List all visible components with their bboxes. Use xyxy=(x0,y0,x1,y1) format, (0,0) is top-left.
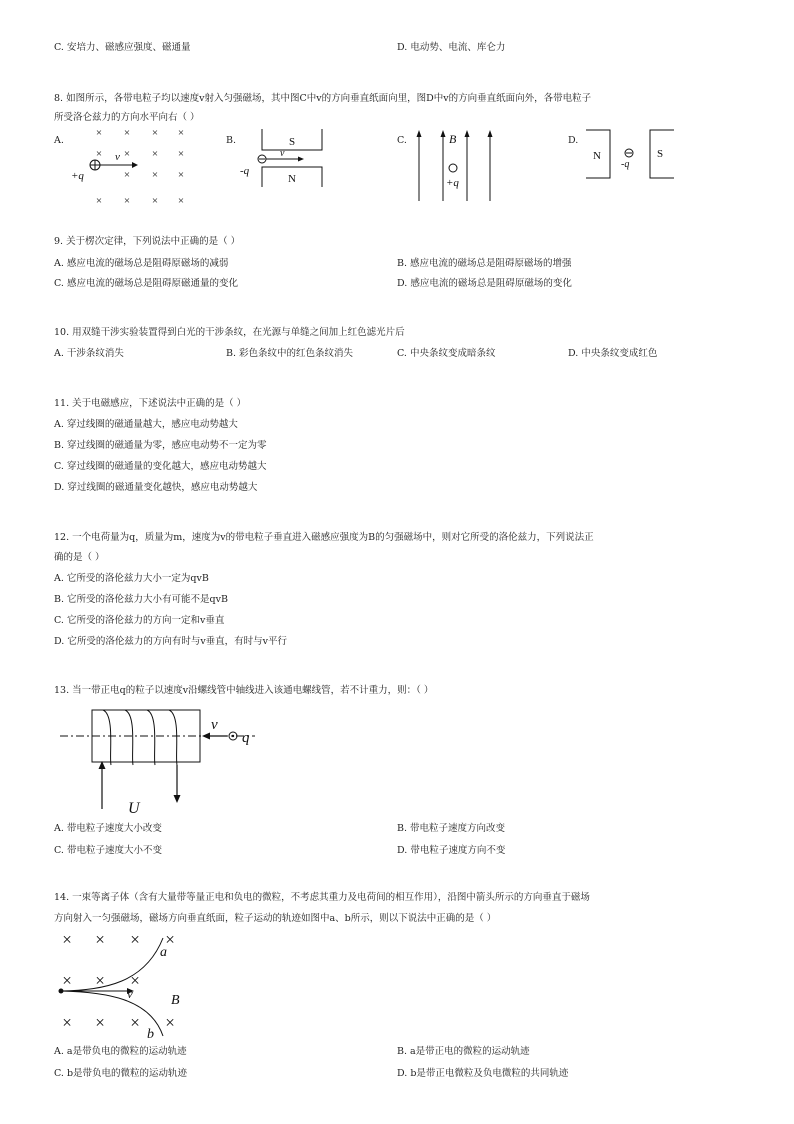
pole-top-label: S xyxy=(288,136,296,148)
field-cross-mark: × xyxy=(95,1013,105,1032)
q8-fig-d-label: D. xyxy=(568,135,579,146)
trajectory-a xyxy=(61,938,163,991)
field-cross-mark: × xyxy=(130,930,140,949)
charge-label: q xyxy=(242,730,250,746)
q13-option-c: C. 带电粒子速度大小不变 xyxy=(54,845,162,856)
coil-turn xyxy=(169,710,177,765)
q10-stem: 10. 用双缝干涉实验装置得到白光的干涉条纹，在光源与单缝之间加上红色滤光片后 xyxy=(54,327,405,338)
charge-label: -q xyxy=(621,159,630,170)
q8-fig-a-label: A. xyxy=(54,135,64,146)
coil-turn xyxy=(103,710,111,765)
field-cross-mark: × xyxy=(95,127,103,139)
q9-option-d: D. 感应电流的磁场总是阻碍原磁场的变化 xyxy=(397,278,572,289)
field-cross-mark: × xyxy=(62,930,72,949)
q14-option-d: D. b是带正电微粒及负电微粒的共同轨迹 xyxy=(397,1068,569,1079)
pole-right-label: S xyxy=(656,148,664,160)
field-cross-mark: × xyxy=(123,127,131,139)
q12-stem-line1: 12. 一个电荷量为q，质量为m，速度为v的带电粒子垂直进入磁感应强度为B的匀强磁场中，则对它所受的洛伦兹力，下列说法正 xyxy=(54,532,594,543)
q8-fig-c-label: C. xyxy=(397,135,407,146)
q12-stem-line2: 确的是（ ） xyxy=(54,552,105,563)
pole-bottom-label: N xyxy=(288,173,296,185)
field-cross-mark: × xyxy=(123,195,131,207)
velocity-label: v xyxy=(127,986,133,1001)
q8-figure-d xyxy=(578,126,688,184)
q11-option-d: D. 穿过线圈的磁通量变化越快，感应电动势越大 xyxy=(54,482,258,493)
velocity-label: v xyxy=(280,148,285,159)
q14-option-c: C. b是带负电的微粒的运动轨迹 xyxy=(54,1068,188,1079)
q11-option-b: B. 穿过线圈的磁通量为零，感应电动势不一定为零 xyxy=(54,440,267,451)
q11-option-c: C. 穿过线圈的磁通量的变化越大，感应电动势越大 xyxy=(54,461,267,472)
velocity-label: v xyxy=(115,151,120,163)
q7-option-c: C. 安培力、磁感应强度、磁通量 xyxy=(54,42,191,53)
field-cross-mark: × xyxy=(151,169,159,181)
field-cross-mark: × xyxy=(151,127,159,139)
pole-left-label: N xyxy=(593,150,601,162)
q10-option-b: B. 彩色条纹中的红色条纹消失 xyxy=(226,348,354,359)
field-cross-mark: × xyxy=(177,148,185,160)
trajectory-b-label: b xyxy=(147,1027,154,1042)
field-cross-mark: × xyxy=(62,971,72,990)
field-cross-mark: × xyxy=(95,930,105,949)
q14-option-a: A. a是带负电的微粒的运动轨迹 xyxy=(54,1046,187,1057)
q13-option-d: D. 带电粒子速度方向不变 xyxy=(397,845,506,856)
field-cross-mark: × xyxy=(177,127,185,139)
field-label: B xyxy=(449,132,457,146)
q11-option-a: A. 穿过线圈的磁通量越大，感应电动势越大 xyxy=(54,419,238,430)
positive-charge-icon xyxy=(449,164,457,172)
field-cross-mark: × xyxy=(130,1013,140,1032)
q12-option-a: A. 它所受的洛伦兹力大小一定为qvB xyxy=(54,573,209,584)
field-cross-mark: × xyxy=(151,148,159,160)
coil-turn xyxy=(125,710,133,765)
field-cross-mark: × xyxy=(123,169,131,181)
q14-stem-line1: 14. 一束等离子体（含有大量带等量正电和负电的微粒，不考虑其重力及电荷间的相互作用），沿图中箭头所示的方向垂直于磁场 xyxy=(54,892,590,903)
q9-option-c: C. 感应电流的磁场总是阻碍原磁通量的变化 xyxy=(54,278,238,289)
q10-option-a: A. 干涉条纹消失 xyxy=(54,348,124,359)
q10-option-d: D. 中央条纹变成红色 xyxy=(568,348,658,359)
field-cross-mark: × xyxy=(95,148,103,160)
velocity-label: v xyxy=(211,717,218,733)
q14-option-b: B. a是带正电的微粒的运动轨迹 xyxy=(397,1046,530,1057)
q8-figure-a xyxy=(60,122,200,212)
q10-option-c: C. 中央条纹变成暗条纹 xyxy=(397,348,496,359)
q12-option-b: B. 它所受的洛伦兹力大小有可能不是qvB xyxy=(54,594,228,605)
field-cross-mark: × xyxy=(95,195,103,207)
q8-figure-c xyxy=(405,125,505,205)
field-label: B xyxy=(171,993,180,1008)
field-cross-mark: × xyxy=(151,195,159,207)
charge-label: +q xyxy=(71,170,84,182)
field-cross-mark: × xyxy=(165,1013,175,1032)
q13-option-b: B. 带电粒子速度方向改变 xyxy=(397,823,506,834)
q12-option-c: C. 它所受的洛伦兹力的方向一定和v垂直 xyxy=(54,615,225,626)
q9-option-b: B. 感应电流的磁场总是阻碍原磁场的增强 xyxy=(397,258,572,269)
q8-stem-line1: 8. 如图所示，各带电粒子均以速度v射入匀强磁场，其中图C中v的方向垂直纸面向里，图D中v的方向垂直纸面向外，各带电粒子 xyxy=(54,93,592,104)
q8-fig-b-label: B. xyxy=(226,135,237,146)
field-cross-mark: × xyxy=(165,930,175,949)
q7-option-d: D. 电动势、电流、库仑力 xyxy=(397,42,506,53)
charge-label: +q xyxy=(446,177,459,189)
coil-turn xyxy=(147,710,155,765)
voltage-label: U xyxy=(128,800,140,817)
q11-stem: 11. 关于电磁感应，下述说法中正确的是（ ） xyxy=(54,398,247,409)
field-cross-mark: × xyxy=(123,148,131,160)
q8-stem-line2: 所受洛仑兹力的方向水平向右（ ） xyxy=(54,112,200,123)
q8-figure-b xyxy=(232,125,342,195)
trajectory-a-label: a xyxy=(160,945,167,960)
field-cross-mark: × xyxy=(177,169,185,181)
field-cross-mark: × xyxy=(62,1013,72,1032)
q9-stem: 9. 关于楞次定律，下列说法中正确的是（ ） xyxy=(54,236,241,247)
field-cross-mark: × xyxy=(95,971,105,990)
q9-option-a: A. 感应电流的磁场总是阻碍原磁场的减弱 xyxy=(54,258,229,269)
q13-solenoid-figure xyxy=(55,705,275,817)
field-cross-mark: × xyxy=(130,971,140,990)
field-cross-mark: × xyxy=(177,195,185,207)
q12-option-d: D. 它所受的洛伦兹力的方向有时与v垂直，有时与v平行 xyxy=(54,636,288,647)
q14-trajectory-figure xyxy=(55,928,205,1040)
q13-option-a: A. 带电粒子速度大小改变 xyxy=(54,823,162,834)
q13-stem: 13. 当一带正电q的粒子以速度v沿螺线管中轴线进入该通电螺线管，若不计重力，则：（ ） xyxy=(54,685,434,696)
charge-label: -q xyxy=(240,165,250,177)
q14-stem-line2: 方向射入一匀强磁场，磁场方向垂直纸面，粒子运动的轨迹如图中a、b所示，则以下说法中正确的是（ ） xyxy=(54,913,497,924)
